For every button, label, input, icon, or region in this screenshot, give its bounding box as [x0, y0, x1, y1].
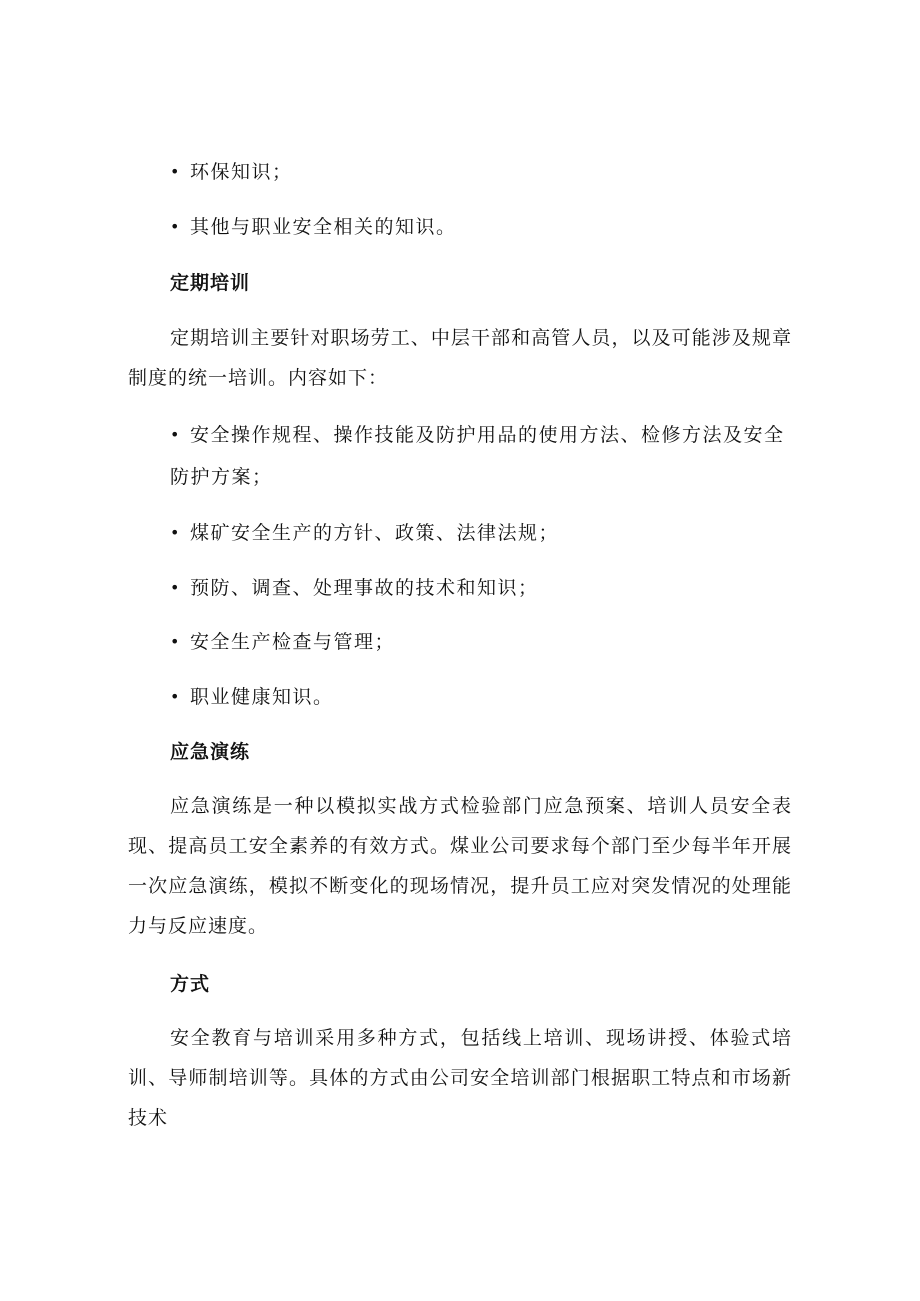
section-heading-methods: 方式	[170, 973, 211, 995]
list-item	[170, 151, 792, 193]
regular-training-intro: 定期培训主要针对职场劳工、中层干部和高管人员，以及可能涉及规章制度的统一培训。内容如下：	[128, 327, 792, 389]
list-item	[170, 567, 792, 609]
list-item-text: 预防、调查、处理事故的技术和知识；	[190, 577, 539, 599]
list-item	[170, 676, 792, 718]
emergency-drill-text: 应急演练是一种以模拟实战方式检验部门应急预案、培训人员安全表现、提高员工安全素养的有效方式。煤业公司要求每个部门至少每半年开展一次应急演练，模拟不断变化的现场情况，提升员工应对突发情况的处理能力与反应速度。	[128, 795, 792, 937]
bullet-icon: •	[170, 687, 181, 706]
list-item	[170, 414, 792, 498]
bullet-icon: •	[170, 425, 181, 444]
section-heading-regular-training: 定期培训	[170, 272, 251, 294]
bullet-icon: •	[170, 217, 181, 236]
bullet-icon: •	[170, 632, 181, 651]
list-item-text: 安全生产检查与管理；	[190, 631, 396, 653]
list-item	[170, 512, 792, 554]
list-item-text: 职业健康知识。	[190, 686, 334, 708]
bullet-icon: •	[170, 578, 181, 597]
bullet-icon: •	[170, 162, 181, 181]
list-item-text: 煤矿安全生产的方针、政策、法律法规；	[190, 522, 560, 544]
list-item	[170, 206, 792, 248]
list-item	[170, 621, 792, 663]
methods-text: 安全教育与培训采用多种方式，包括线上培训、现场讲授、体验式培训、导师制培训等。具体的方式由公司安全培训部门根据职工特点和市场新技术	[128, 1027, 792, 1129]
list-item-text: 其他与职业安全相关的知识。	[190, 216, 457, 238]
bullet-icon: •	[170, 523, 181, 542]
list-item-text: 环保知识；	[190, 161, 293, 183]
list-item-text: 安全操作规程、操作技能及防护用品的使用方法、检修方法及安全防护方案；	[170, 424, 785, 488]
section-heading-emergency-drill: 应急演练	[170, 741, 251, 763]
